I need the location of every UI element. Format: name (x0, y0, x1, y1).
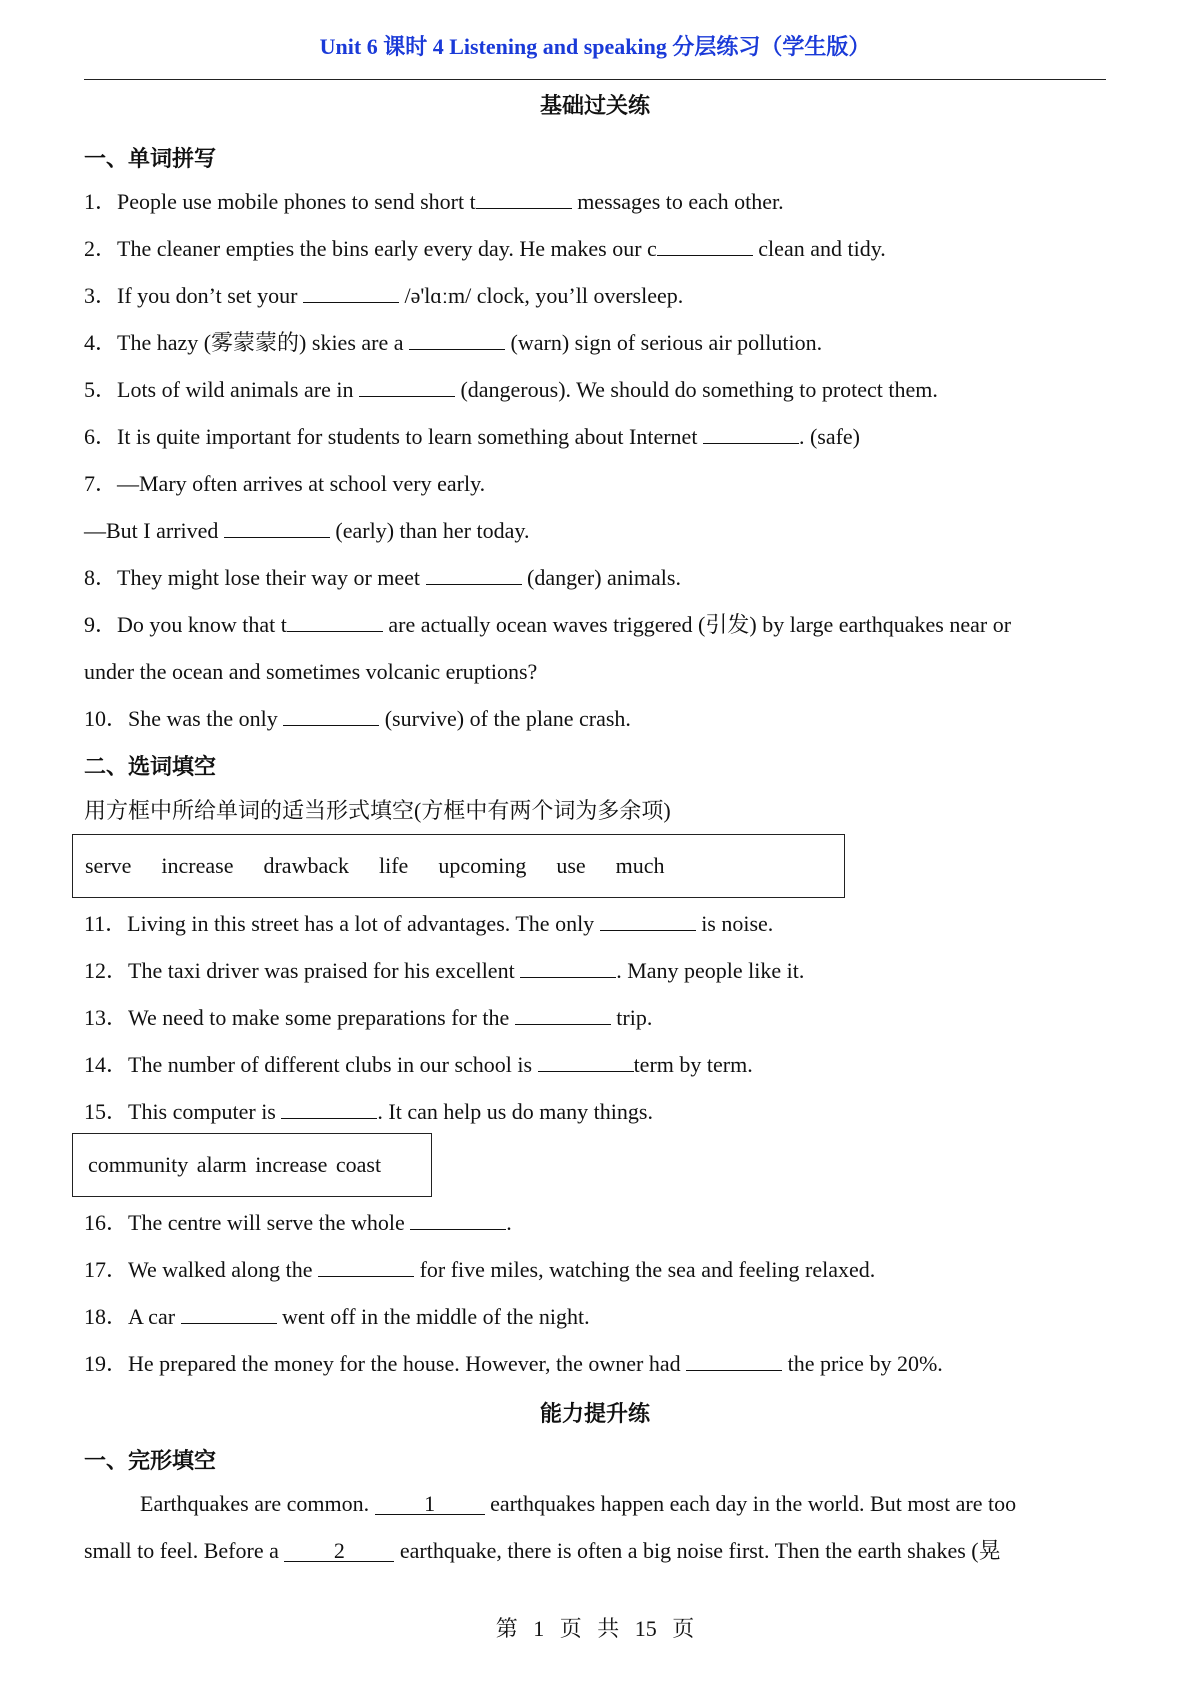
part-title-word-choice: 二、选词填空 (84, 754, 217, 779)
section-title-basic: 基础过关练 (539, 93, 650, 118)
answer-blank[interactable] (520, 957, 616, 978)
word-box-item: drawback (263, 853, 349, 878)
answer-blank[interactable] (476, 188, 572, 209)
question-2: 2．The cleaner empties the bins early every day. He makes our c clean and tidy. (84, 236, 886, 261)
question-17: 17．We walked along the for five miles, watching the sea and feeling relaxed. (84, 1257, 876, 1282)
header-rule (84, 79, 1106, 80)
question-3: 3．If you don’t set your /ə'lɑːm/ clock, you’ll oversleep. (84, 283, 684, 308)
section-title-advanced: 能力提升练 (539, 1401, 650, 1426)
question-6: 6．It is quite important for students to learn something about Internet . (safe) (84, 424, 861, 449)
answer-blank[interactable] (303, 282, 399, 303)
word-box-item: use (556, 853, 586, 878)
answer-blank[interactable] (538, 1051, 634, 1072)
cloze-blank-1[interactable]: 1 (375, 1490, 485, 1515)
answer-blank[interactable] (426, 564, 522, 585)
answer-blank[interactable] (703, 423, 799, 444)
cloze-line-2: small to feel. Before a 2 earthquake, there is often a big noise first. Then the earth shakes (晃 (84, 1538, 1001, 1563)
answer-blank[interactable] (318, 1256, 414, 1277)
question-5: 5．Lots of wild animals are in (dangerous). We should do something to protect them. (84, 377, 938, 402)
answer-blank[interactable] (359, 376, 455, 397)
answer-blank[interactable] (224, 517, 330, 538)
word-box-item: life (379, 853, 409, 878)
word-box-2 (72, 1133, 432, 1197)
cloze-blank-2[interactable]: 2 (284, 1537, 394, 1562)
answer-blank[interactable] (686, 1350, 782, 1371)
question-13: 13．We need to make some preparations for the trip. (84, 1005, 653, 1030)
answer-blank[interactable] (283, 705, 379, 726)
part-instruction: 用方框中所给单词的适当形式填空(方框中有两个词为多余项) (84, 798, 671, 823)
question-7-reply: —But I arrived (early) than her today. (84, 518, 530, 543)
question-16: 16．The centre will serve the whole . (84, 1210, 512, 1235)
word-box-text: community alarm increase coast (88, 1152, 382, 1177)
question-9: 9．Do you know that t are actually ocean waves triggered (引发) by large earthquakes near or (84, 612, 1012, 637)
answer-blank[interactable] (181, 1303, 277, 1324)
question-7: 7．—Mary often arrives at school very early. (84, 471, 486, 496)
word-box-item: serve (85, 853, 132, 878)
page-footer: 第 1 页 共 15 页 (495, 1616, 695, 1641)
word-box-item: much (615, 853, 665, 878)
question-1: 1．People use mobile phones to send short t messages to each other. (84, 189, 784, 214)
question-4: 4．The hazy (雾蒙蒙的) skies are a (warn) sign of serious air pollution. (84, 330, 823, 355)
question-18: 18．A car went off in the middle of the night. (84, 1304, 590, 1329)
question-19: 19．He prepared the money for the house. However, the owner had the price by 20%. (84, 1351, 943, 1376)
question-9-cont: under the ocean and sometimes volcanic eruptions? (84, 659, 538, 684)
question-11: 11．Living in this street has a lot of advantages. The only is noise. (84, 911, 774, 936)
answer-blank[interactable] (287, 611, 383, 632)
question-12: 12．The taxi driver was praised for his excellent . Many people like it. (84, 958, 805, 983)
question-14: 14．The number of different clubs in our school is term by term. (84, 1052, 753, 1077)
question-15: 15．This computer is . It can help us do many things. (84, 1099, 653, 1124)
part-title-spelling: 一、单词拼写 (84, 146, 217, 171)
answer-blank[interactable] (410, 1209, 506, 1230)
part-title-cloze: 一、完形填空 (84, 1448, 217, 1473)
word-box-1 (72, 834, 845, 898)
answer-blank[interactable] (657, 235, 753, 256)
cloze-line-1: Earthquakes are common. 1 earthquakes happen each day in the world. But most are too (140, 1491, 1017, 1516)
answer-blank[interactable] (515, 1004, 611, 1025)
question-8: 8．They might lose their way or meet (danger) animals. (84, 565, 681, 590)
question-10: 10．She was the only (survive) of the plane crash. (84, 706, 631, 731)
answer-blank[interactable] (409, 329, 505, 350)
word-box-item: increase (161, 853, 234, 878)
document-title: Unit 6 课时 4 Listening and speaking 分层练习（学生版） (319, 34, 871, 59)
word-box-item: upcoming (438, 853, 527, 878)
answer-blank[interactable] (600, 910, 696, 931)
answer-blank[interactable] (281, 1098, 377, 1119)
